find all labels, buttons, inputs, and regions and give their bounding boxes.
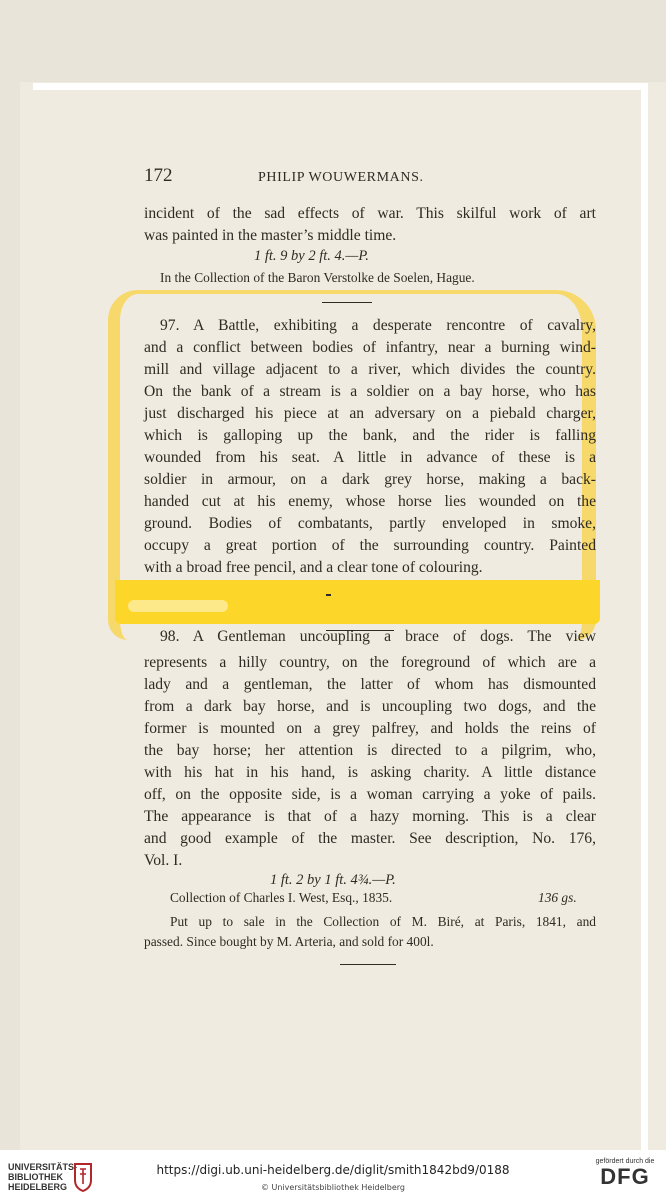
text-line: which is galloping up the bank, and the rider is falling [144, 427, 596, 444]
entry-98-text [144, 652, 596, 872]
library-logo-text: UNIVERSITÄTS- BIBLIOTHEK HEIDELBERG [8, 1162, 78, 1192]
text-line: was painted in the master’s middle time. [144, 227, 397, 244]
entry-98-first-line [160, 628, 596, 648]
text-line: with a broad free pencil, and a clear tone of colouring. [144, 559, 483, 576]
text-line: 97. A Battle, exhibiting a desperate rencontre of cavalry, [160, 317, 596, 334]
text-line: soldier in armour, on a dark grey horse, making a back- [144, 471, 596, 488]
entry-97-text [144, 315, 596, 579]
section-rule [326, 594, 331, 596]
text-line: occupy a great portion of the surrounding country. Painted [144, 537, 596, 554]
running-title: PHILIP WOUWERMANS. [258, 170, 424, 185]
text-line: On the bank of a stream is a soldier on a bay horse, who has [144, 383, 596, 400]
entry-98-price: 136 gs. [538, 890, 577, 905]
funder-caption: gefördert durch die [595, 1158, 655, 1165]
entry-98-dimensions: 1 ft. 2 by 1 ft. 4¾.—P. [270, 872, 396, 888]
text-line: and good example of the master. See description, No. 176, [144, 830, 596, 847]
dfg-logo: DFG [600, 1164, 650, 1189]
text-line: represents a hilly country, on the foreground of which are a [144, 654, 596, 671]
copyright-note: © Universitätsbibliothek Heidelberg [260, 1183, 405, 1192]
highlight-streak [128, 600, 228, 612]
text-line: mill and village adjacent to a river, which divides the country. [144, 361, 596, 378]
text-line: from a dark bay horse, and is uncoupling two dogs, and the [144, 698, 596, 715]
text-line: 98. A Gentleman uncoupling a brace of dogs. The view [160, 628, 596, 645]
text-line: just discharged his piece at an adversary on a piebald charger, [144, 405, 596, 422]
funder-logo[interactable] [590, 1158, 660, 1189]
text-line: off, on the opposite side, is a woman carrying a yoke of pails. [144, 786, 596, 803]
entry-prev-collection: In the Collection of the Baron Verstolke de Soelen, Hague. [160, 270, 475, 285]
text-line: handed cut at his enemy, whose horse lies wounded on the [144, 493, 596, 510]
text-line: with his hat in his hand, is asking charity. A little distance [144, 764, 596, 781]
entry-prev-dimensions: 1 ft. 9 by 2 ft. 4.—P. [254, 248, 369, 264]
text-line: lady and a gentleman, the latter of whom has dismounted [144, 676, 596, 693]
page-number: 172 [144, 165, 173, 186]
entry-98-sale [144, 912, 596, 952]
text-line: and a conflict between bodies of infantry, near a burning wind- [144, 339, 596, 356]
section-rule [322, 302, 372, 303]
text-line: Vol. I. [144, 852, 183, 869]
permalink-url[interactable]: https://digi.ub.uni-heidelberg.de/diglit/smith1842bd9/0188 [156, 1163, 510, 1177]
scan-edge-right [641, 83, 648, 1150]
text-line: The appearance is that of a hazy morning. This is a clear [144, 808, 596, 825]
section-rule [340, 964, 396, 965]
text-line: ground. Bodies of combatants, partly enveloped in smoke, [144, 515, 596, 532]
entry-98-collection: Collection of Charles I. West, Esq., 1835. [170, 890, 393, 905]
entry-prev-text [144, 203, 596, 247]
text-line: wounded from his seat. A little in advance of these is a [144, 449, 596, 466]
text-line: the bay horse; her attention is directed to a pilgrim, who, [144, 742, 596, 759]
text-line: former is mounted on a grey palfrey, and holds the reins of [144, 720, 596, 737]
text-line: passed. Since bought by M. Arteria, and sold for 400l. [144, 934, 434, 949]
scan-edge-top [33, 83, 648, 90]
text-line: incident of the sad effects of war. This skilful work of art [144, 205, 596, 222]
text-line: Put up to sale in the Collection of M. Biré, at Paris, 1841, and [170, 914, 596, 929]
